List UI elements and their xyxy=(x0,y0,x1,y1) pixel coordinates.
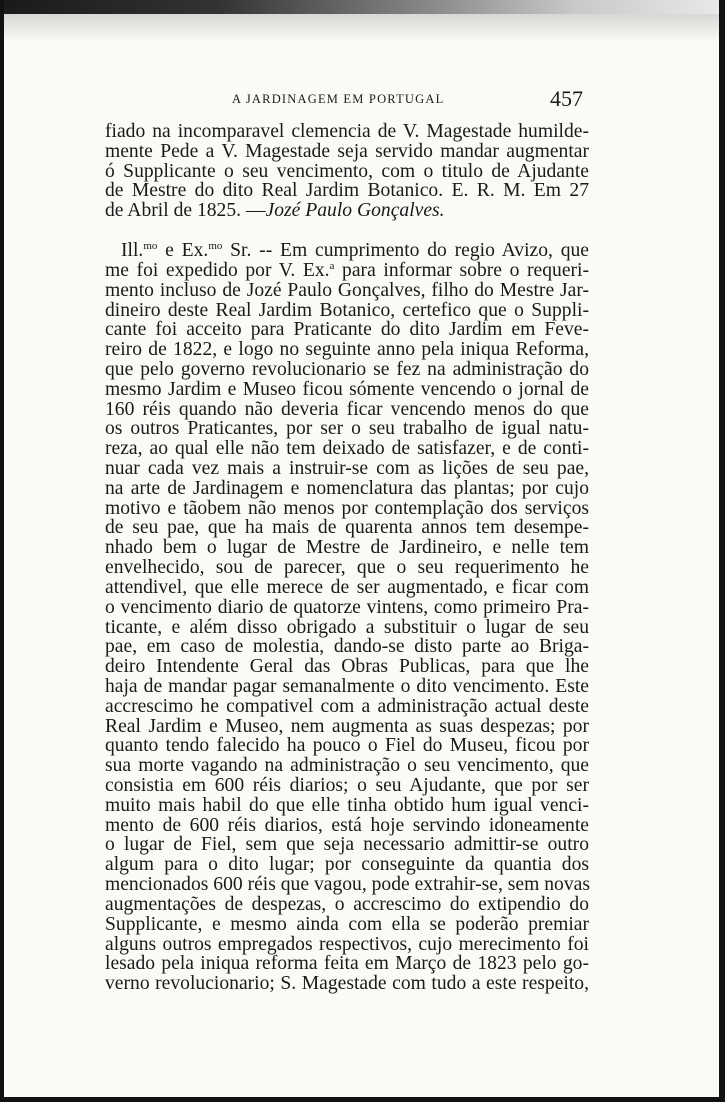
text-line: lesado pela iniqua reforma feita em Março de 1823 pelo go- xyxy=(105,953,589,975)
salutation-ill-sup: mo xyxy=(143,240,158,253)
salutation-ex-sup: mo xyxy=(208,240,223,253)
text-line: o vencimento diario de quatorze vintens, como primeiro Pra- xyxy=(105,596,589,618)
text-line: verno revolucionario; S. Magestade com tudo a este respeito, xyxy=(105,973,589,995)
text-line: Supplicante, e mesmo ainda com ella se poderão premiar xyxy=(105,913,589,935)
salutation-ill: Ill. xyxy=(121,240,144,262)
text-line: reiro de 1822, e logo no seguinte anno pela iniqua Reforma, xyxy=(105,339,589,361)
text-line: pae, em caso de molestia, dando-se disto parte ao Briga- xyxy=(105,636,589,658)
text-line: motivo e tãobem não menos por contemplação dos serviços xyxy=(105,497,589,519)
text-line: nuar cada vez mais a instruir-se com as lições de seu pae, xyxy=(105,458,589,479)
body-text xyxy=(105,122,589,994)
text-line: cante foi acceito para Praticante do dito Jardim em Feve- xyxy=(105,319,589,341)
text-line: algum para o dito lugar; por conseguinte da quantia dos xyxy=(105,854,589,876)
text-line: muito mais habil do que elle tinha obtido hum igual venci- xyxy=(105,794,589,816)
text-line: quanto tendo falecido ha pouco o Fiel do Museu, ficou por xyxy=(105,735,589,757)
text-line: de seu pae, que ha mais de quarenta annos tem desempe- xyxy=(105,517,589,539)
text-line: mencionados 600 réis que vagou, pode extrahir-se, sem novas xyxy=(105,874,590,896)
text-line: nhado bem o lugar de Mestre de Jardineiro, e nelle tem xyxy=(105,537,589,559)
text-line: deiro Intendente Geral das Obras Publicas, para que lhe xyxy=(105,656,589,678)
text-line: os outros Praticantes, por ser o seu trabalho de igual natu- xyxy=(105,418,589,440)
text-line: augmentações de despezas, o accrescimo do extipendio do xyxy=(105,893,589,915)
text-line: dineiro deste Real Jardim Botanico, certefico que o Suppli- xyxy=(105,299,589,321)
salutation-line xyxy=(105,241,589,261)
text-line xyxy=(105,261,589,281)
paragraph-gap xyxy=(105,221,589,241)
text-line: que pelo governo revolucionario se fez na administração do xyxy=(105,358,589,380)
text-line: accrescimo he compativel com a administração actual deste xyxy=(105,695,589,717)
text-line: ticante, e além disso obrigado a substituir o lugar de seu xyxy=(105,616,589,638)
text-line: Real Jardim e Museo, nem augmenta as suas despezas; por xyxy=(105,715,589,737)
text-line: ó Supplicante o seu vencimento, com o titulo de Ajudante xyxy=(105,160,589,182)
text-line: o lugar de Fiel, sem que seja necessario admittir-se outro xyxy=(105,834,589,856)
text-line: attendivel, que elle merece de ser augmentado, e ficar com xyxy=(105,576,589,598)
scan-edge-shadow xyxy=(4,0,719,14)
text-line: reza, ao qual elle não tem deixado de satisfazer, e de conti- xyxy=(105,438,589,460)
text-line: de Mestre do dito Real Jardim Botanico. E. R. M. Em 27 xyxy=(105,180,589,202)
date-text: de Abril de 1825. — xyxy=(105,200,266,222)
running-header xyxy=(4,88,719,112)
paragraph-report xyxy=(105,241,589,994)
text-line: fiado na incomparavel clemencia de V. Magestade humilde- xyxy=(105,121,589,142)
paragraph-petition-end xyxy=(105,122,589,221)
text-line: haja de mandar pagar semanalmente o dito vencimento. Este xyxy=(105,675,589,697)
text-line: na arte de Jardinagem e nomenclatura das plantas; por cujo xyxy=(105,477,589,499)
text-line: mente Pede a V. Magestade seja servido mandar augmentar xyxy=(105,140,589,162)
text-line-signed xyxy=(105,201,589,221)
text-line: consistia em 600 réis diarios; o seu Ajudante, que por ser xyxy=(105,775,589,796)
text-line: alguns outros empregados respectivos, cujo merecimento foi xyxy=(105,933,589,955)
line2-after: para informar sobre o requeri- xyxy=(334,259,590,281)
text-line: mento incluso de Jozé Paulo Gonçalves, filho do Mestre Jar- xyxy=(105,279,589,301)
line2-sup: a xyxy=(329,259,335,272)
page-number: 457 xyxy=(550,86,583,111)
text-line: envelhecido, sou de parecer, que o seu requerimento he xyxy=(105,557,589,579)
text-line: mento de 600 réis diarios, está hoje servindo idoneamente xyxy=(105,814,589,836)
text-line: mesmo Jardim e Museo ficou sómente vencendo o jornal de xyxy=(105,378,589,400)
text-line: sua morte vagando na administração o seu vencimento, que xyxy=(105,755,589,777)
salutation-conj: e Ex. xyxy=(157,240,209,262)
signature: Jozé Paulo Gonçalves. xyxy=(265,200,445,222)
text-line: 160 réis quando não deveria ficar vencendo menos do que xyxy=(105,398,589,420)
line2-before: me foi expedido por V. Ex. xyxy=(105,259,330,281)
salutation-rest: Sr. -- Em cumprimento do regio Avizo, que xyxy=(222,240,589,262)
scan-shadow-fade xyxy=(4,14,719,42)
running-title: A JARDINAGEM EM PORTUGAL xyxy=(232,92,445,106)
